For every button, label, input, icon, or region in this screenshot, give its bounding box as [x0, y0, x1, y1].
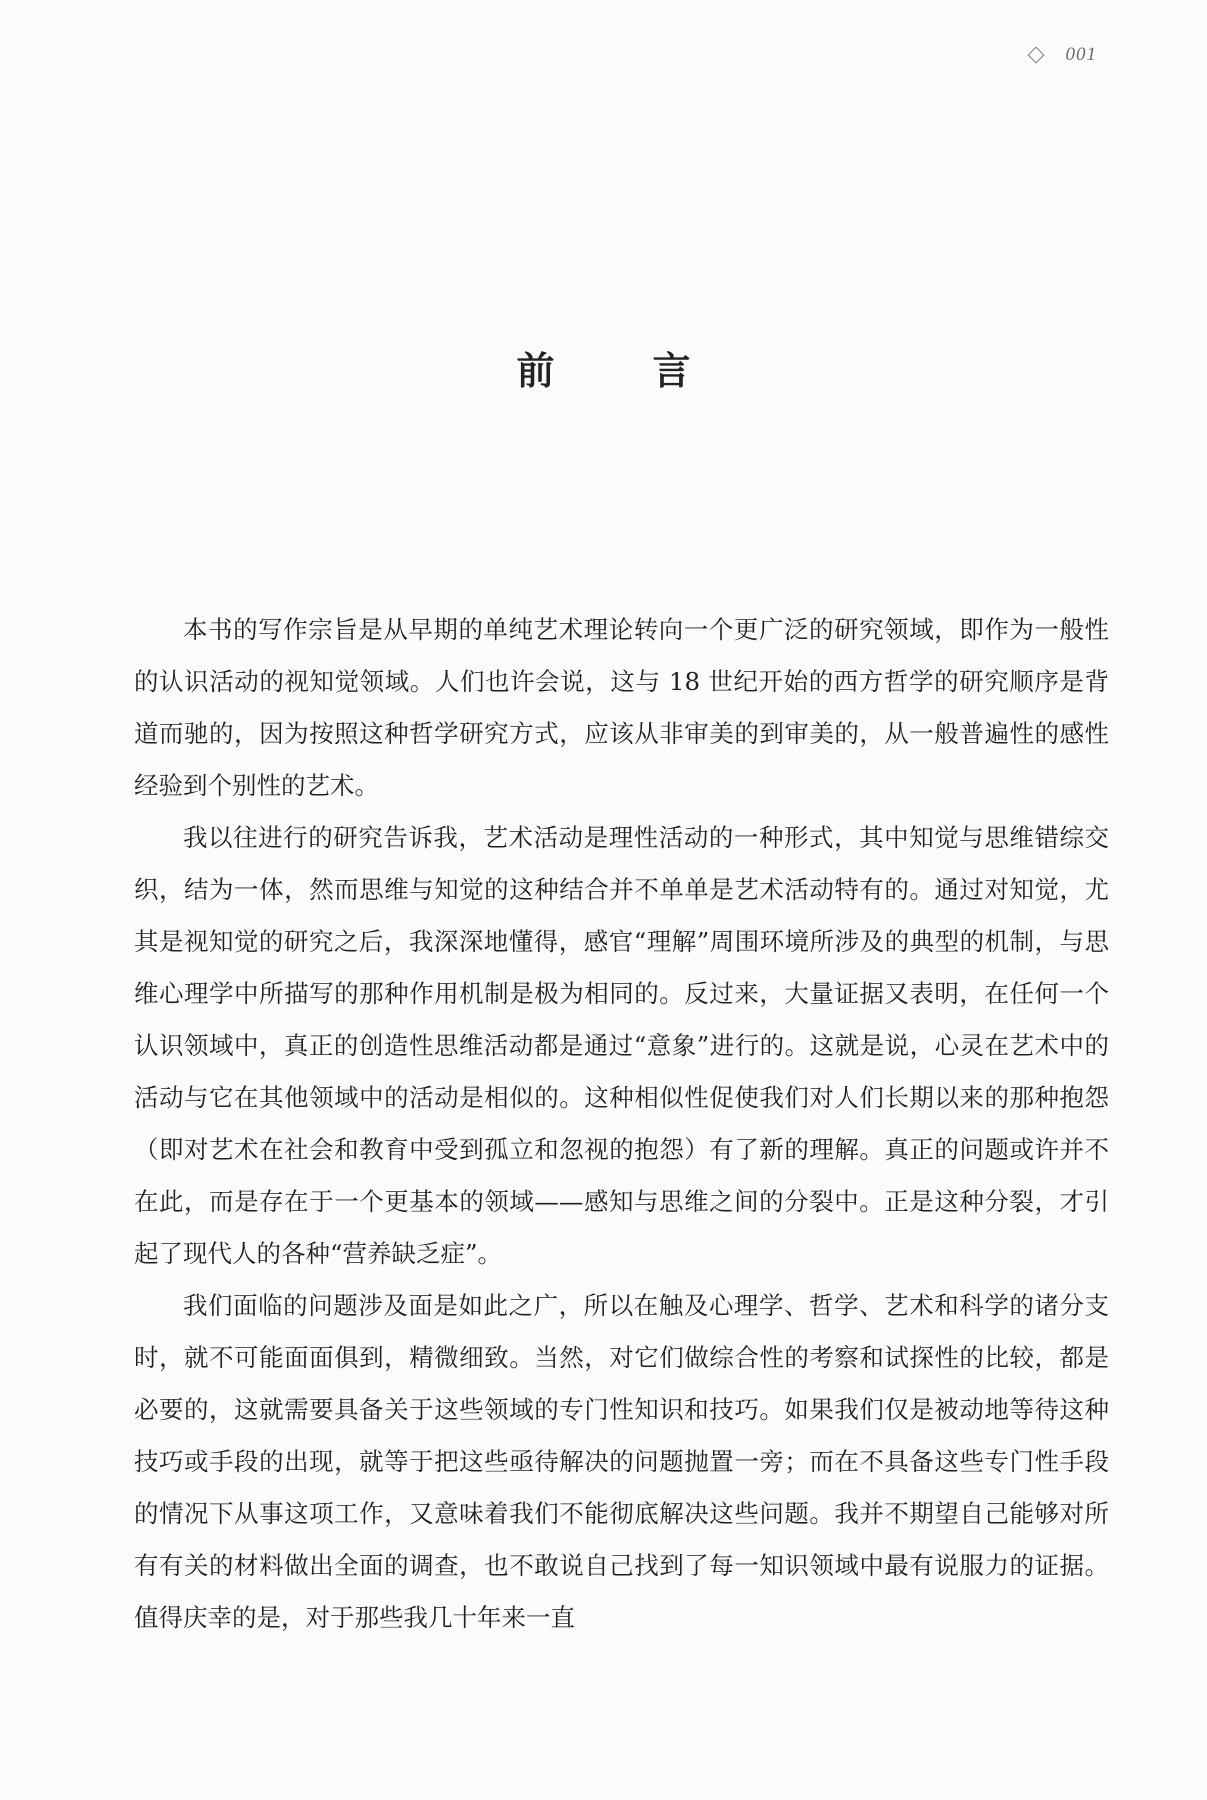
- paragraph-1: 本书的写作宗旨是从早期的单纯艺术理论转向一个更广泛的研究领域，即作为一般性的认识活动的视知觉领域。人们也许会说，这与 18 世纪开始的西方哲学的研究顺序是背道而驰的，因为按照这种哲学研究方式，应该从非审美的到审美的，从一般普遍性的感性经验到个别性的艺术。: [134, 615, 1109, 800]
- paragraph-3: 我们面临的问题涉及面是如此之广，所以在触及心理学、哲学、艺术和科学的诸分支时，就不可能面面俱到，精微细致。当然，对它们做综合性的考察和试探性的比较，都是必要的，这就需要具备关于这些领域的专门性知识和技巧。如果我们仅是被动地等待这种技巧或手段的出现，就等于把这些亟待解决的问题抛置一旁；而在不具备这些专门性手段的情况下从事这项工作，又意味着我们不能彻底解决这些问题。我并不期望自己能够对所有有关的材料做出全面的调查，也不敢说自己找到了每一知识领域中最有说服力的证据。值得庆幸的是，对于那些我几十年来一直: [134, 1291, 1109, 1632]
- page-header: [1030, 44, 1098, 66]
- paragraph-2: 我以往进行的研究告诉我，艺术活动是理性活动的一种形式，其中知觉与思维错综交织，结为一体，然而思维与知觉的这种结合并不单单是艺术活动特有的。通过对知觉，尤其是视知觉的研究之后，我深深地懂得，感官“理解”周围环境所涉及的典型的机制，与思维心理学中所描写的那种作用机制是极为相同的。反过来，大量证据又表明，在任何一个认识领域中，真正的创造性思维活动都是通过“意象”进行的。这就是说，心灵在艺术中的活动与它在其他领域中的活动是相似的。这种相似性促使我们对人们长期以来的那种抱怨（即对艺术在社会和教育中受到孤立和忽视的抱怨）有了新的理解。真正的问题或许并不在此，而是存在于一个更基本的领域——感知与思维之间的分裂中。正是这种分裂，才引起了现代人的各种“营养缺乏症”。: [134, 823, 1109, 1268]
- diamond-icon: [1027, 47, 1044, 64]
- chapter-title: 前 言: [516, 348, 721, 393]
- page-number: 001: [1065, 44, 1097, 65]
- body-text: [134, 604, 1109, 1644]
